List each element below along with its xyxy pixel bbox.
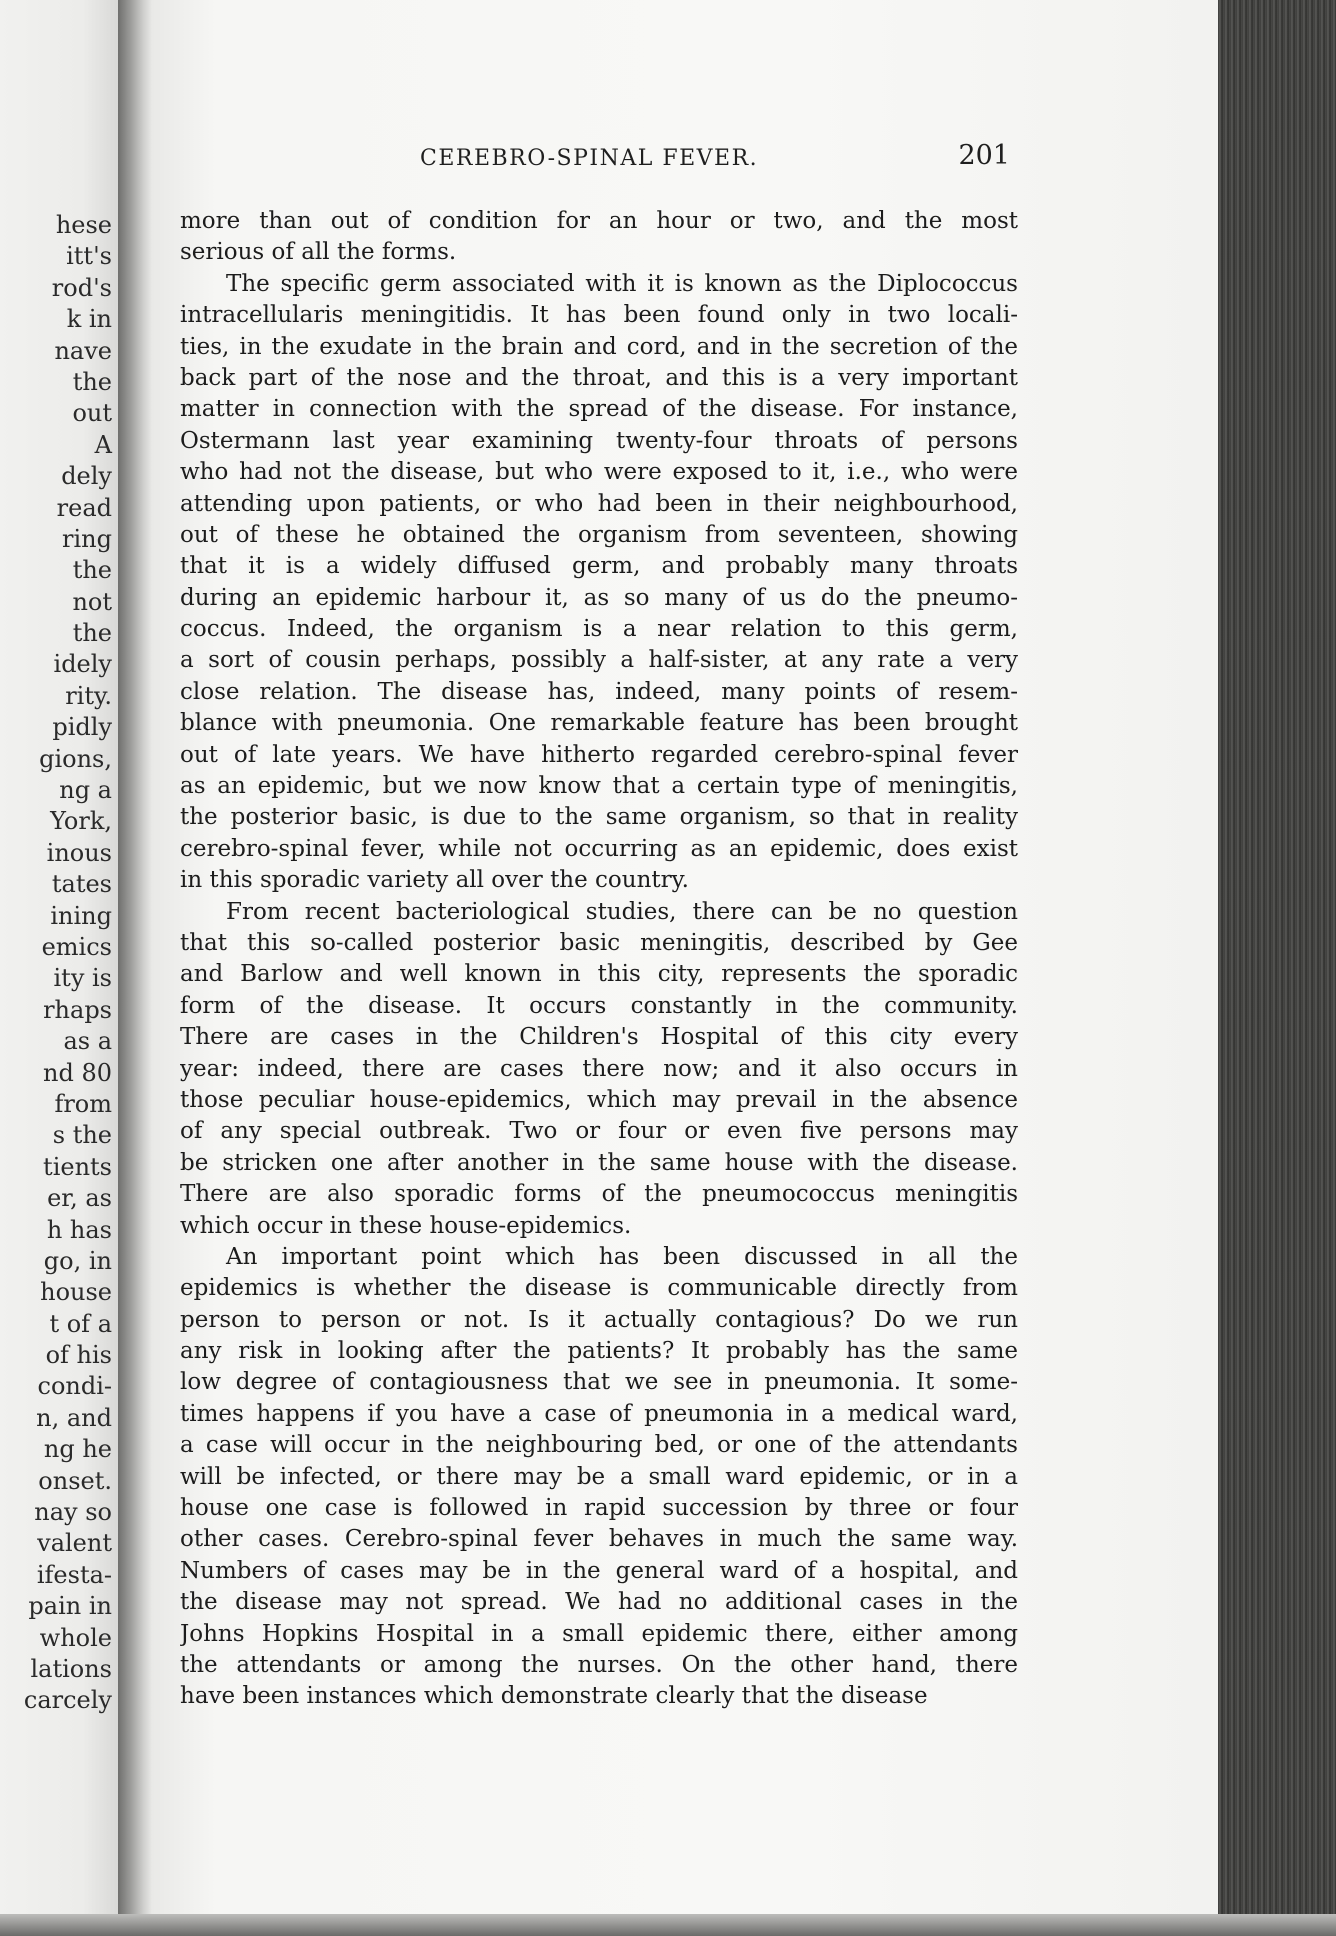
- text-line: those peculiar house-epidemics, which may prevail in the absence: [180, 1086, 1018, 1113]
- bottom-shadow: [0, 1914, 1336, 1936]
- left-page-fragment: ng he: [43, 1435, 112, 1464]
- left-page-fragment: pidly: [52, 713, 112, 742]
- text-line: that it is a widely diffused germ, and probably many throats: [180, 553, 1018, 580]
- book-gutter: [118, 0, 152, 1936]
- text-line: There are also sporadic forms of the pneumococcus meningitis: [180, 1181, 1018, 1208]
- text-line: a sort of cousin perhaps, possibly a half-sister, at any rate a very: [180, 647, 1018, 674]
- left-page-fragment: nd 80: [43, 1058, 112, 1087]
- left-page-fragment: hese: [55, 211, 112, 239]
- left-page-fragment: dely: [61, 462, 112, 491]
- left-page-fragment: ng a: [59, 776, 112, 805]
- text-line: other cases. Cerebro-spinal fever behaves in much the same way.: [180, 1526, 1018, 1553]
- left-page-fragment: ifesta-: [36, 1560, 112, 1589]
- text-line: back part of the nose and the throat, and this is a very important: [180, 364, 1018, 391]
- page-body: [180, 206, 1018, 1713]
- left-page-fragment: rhaps: [43, 995, 112, 1024]
- left-page-fragment: lations: [30, 1654, 112, 1683]
- left-page-fragment: not: [72, 587, 112, 616]
- running-head: CEREBRO-SPINAL FEVER.: [420, 146, 759, 171]
- left-page-fragment: emics: [41, 932, 112, 961]
- text-line: coccus. Indeed, the organism is a near relation to this germ,: [180, 616, 1018, 643]
- left-page-fragment: out: [72, 399, 112, 428]
- text-line: more than out of condition for an hour or two, and the most: [180, 208, 1018, 234]
- text-line: ties, in the exudate in the brain and cord, and in the secretion of the: [180, 333, 1018, 360]
- left-page-fragment: the: [72, 367, 112, 396]
- text-line: attending upon patients, or who had been in their neighbourhood,: [180, 490, 1018, 517]
- text-line: close relation. The disease has, indeed, many points of resem-: [180, 678, 1018, 705]
- left-page-fragment: n, and: [36, 1403, 112, 1432]
- left-page-fragment: ining: [50, 901, 112, 930]
- left-page-fragment: whole: [39, 1623, 112, 1652]
- text-line: times happens if you have a case of pneumonia in a medical ward,: [180, 1400, 1018, 1427]
- left-page-fragment: rod's: [51, 273, 112, 302]
- text-line: person to person or not. Is it actually contagious? Do we run: [180, 1306, 1018, 1333]
- text-line: blance with pneumonia. One remarkable feature has been brought: [180, 710, 1018, 737]
- left-page-fragment: ring: [62, 524, 112, 553]
- left-page-fragment: the: [72, 556, 112, 585]
- left-page-fragment: s the: [52, 1121, 112, 1150]
- left-page-fragment: er, as: [47, 1184, 112, 1213]
- left-page-fragment: tates: [51, 870, 112, 899]
- left-page-fragment: inous: [46, 838, 112, 867]
- left-page-fragment: rity.: [65, 681, 112, 710]
- left-page-fragment: house: [40, 1278, 112, 1307]
- text-line: have been instances which demonstrate clearly that the disease: [180, 1683, 928, 1710]
- text-line: will be infected, or there may be a small ward epidemic, or in a: [180, 1463, 1018, 1490]
- text-line: low degree of contagiousness that we see in pneumonia. It some-: [180, 1369, 1018, 1396]
- text-line: Johns Hopkins Hospital in a small epidemic there, either among: [180, 1620, 1018, 1647]
- text-line: matter in connection with the spread of the disease. For instance,: [180, 396, 1018, 423]
- left-page-text-fragments: [2, 210, 118, 1717]
- text-line: serious of all the forms.: [180, 239, 457, 266]
- text-line: the posterior basic, is due to the same organism, so that in reality: [180, 804, 1018, 831]
- text-line: as an epidemic, but we now know that a certain type of meningitis,: [180, 773, 1018, 800]
- left-page-fragment: A: [94, 430, 112, 459]
- left-page-fragment: tients: [43, 1152, 112, 1181]
- text-line: The specific germ associated with it is known as the Diplococcus: [226, 270, 1018, 297]
- text-line: cerebro-spinal fever, while not occurring as an epidemic, does exist: [180, 835, 1018, 862]
- text-line: house one case is followed in rapid succession by three or four: [180, 1495, 1018, 1522]
- text-line: which occur in these house-epidemics.: [180, 1212, 632, 1239]
- text-line: out of these he obtained the organism from seventeen, showing: [180, 521, 1018, 548]
- text-line: out of late years. We have hitherto regarded cerebro-spinal fever: [180, 741, 1018, 768]
- left-page-fragment: k in: [66, 305, 112, 334]
- page-edges: [1218, 0, 1336, 1936]
- text-line: be stricken one after another in the same house with the disease.: [180, 1149, 1018, 1176]
- left-page-fragment: as a: [63, 1027, 112, 1056]
- text-line: intracellularis meningitidis. It has been found only in two locali-: [180, 302, 1018, 329]
- text-line: From recent bacteriological studies, there can be no question: [226, 898, 1018, 925]
- left-page-fragment: pain in: [28, 1592, 112, 1621]
- text-line: of any special outbreak. Two or four or even five persons may: [180, 1118, 1018, 1145]
- text-line: any risk in looking after the patients? It probably has the same: [180, 1338, 1018, 1365]
- text-line: in this sporadic variety all over the country.: [180, 867, 689, 894]
- left-page-fragment: nave: [54, 336, 112, 365]
- text-line: An important point which has been discussed in all the: [226, 1243, 1018, 1270]
- left-page-fragment: read: [56, 493, 112, 522]
- text-line: that this so-called posterior basic meningitis, described by Gee: [180, 929, 1018, 956]
- text-line: year: indeed, there are cases there now; and it also occurs in: [180, 1055, 1018, 1082]
- left-page-fragment: York,: [50, 807, 112, 836]
- left-page-fragment: itt's: [66, 242, 112, 271]
- left-page-fragment: idely: [53, 650, 112, 679]
- left-page-fragment: ity is: [53, 964, 112, 993]
- page-number: 201: [958, 140, 1010, 171]
- left-page-fragment: valent: [37, 1529, 112, 1558]
- left-page-fragment: onset.: [38, 1466, 112, 1495]
- left-page-fragment: h has: [46, 1215, 112, 1244]
- left-page-fragment: of his: [45, 1341, 112, 1370]
- left-page-fragment: t of a: [49, 1309, 112, 1338]
- text-line: Ostermann last year examining twenty-four throats of persons: [180, 427, 1018, 454]
- left-page-fragment: nay so: [34, 1498, 112, 1527]
- left-page: [0, 0, 118, 1936]
- text-line: during an epidemic harbour it, as so many of us do the pneumo-: [180, 584, 1018, 611]
- text-line: the attendants or among the nurses. On the other hand, there: [180, 1651, 1018, 1678]
- text-line: form of the disease. It occurs constantly in the community.: [180, 992, 1018, 1019]
- left-page-fragment: from: [54, 1089, 112, 1118]
- text-line: who had not the disease, but who were exposed to it, i.e., who were: [180, 459, 1018, 486]
- text-line: epidemics is whether the disease is communicable directly from: [180, 1275, 1018, 1302]
- left-page-fragment: condi-: [37, 1372, 112, 1401]
- left-page-fragment: go, in: [43, 1246, 112, 1275]
- text-line: Numbers of cases may be in the general ward of a hospital, and: [180, 1557, 1018, 1584]
- left-page-fragment: carcely: [23, 1686, 112, 1715]
- text-line: There are cases in the Children's Hospital of this city every: [180, 1024, 1018, 1051]
- text-line: the disease may not spread. We had no additional cases in the: [180, 1589, 1018, 1616]
- left-page-fragment: the: [72, 619, 112, 648]
- text-line: a case will occur in the neighbouring bed, or one of the attendants: [180, 1432, 1018, 1459]
- page-header: [180, 140, 1020, 180]
- text-line: and Barlow and well known in this city, represents the sporadic: [180, 961, 1018, 988]
- left-page-fragment: gions,: [39, 744, 112, 773]
